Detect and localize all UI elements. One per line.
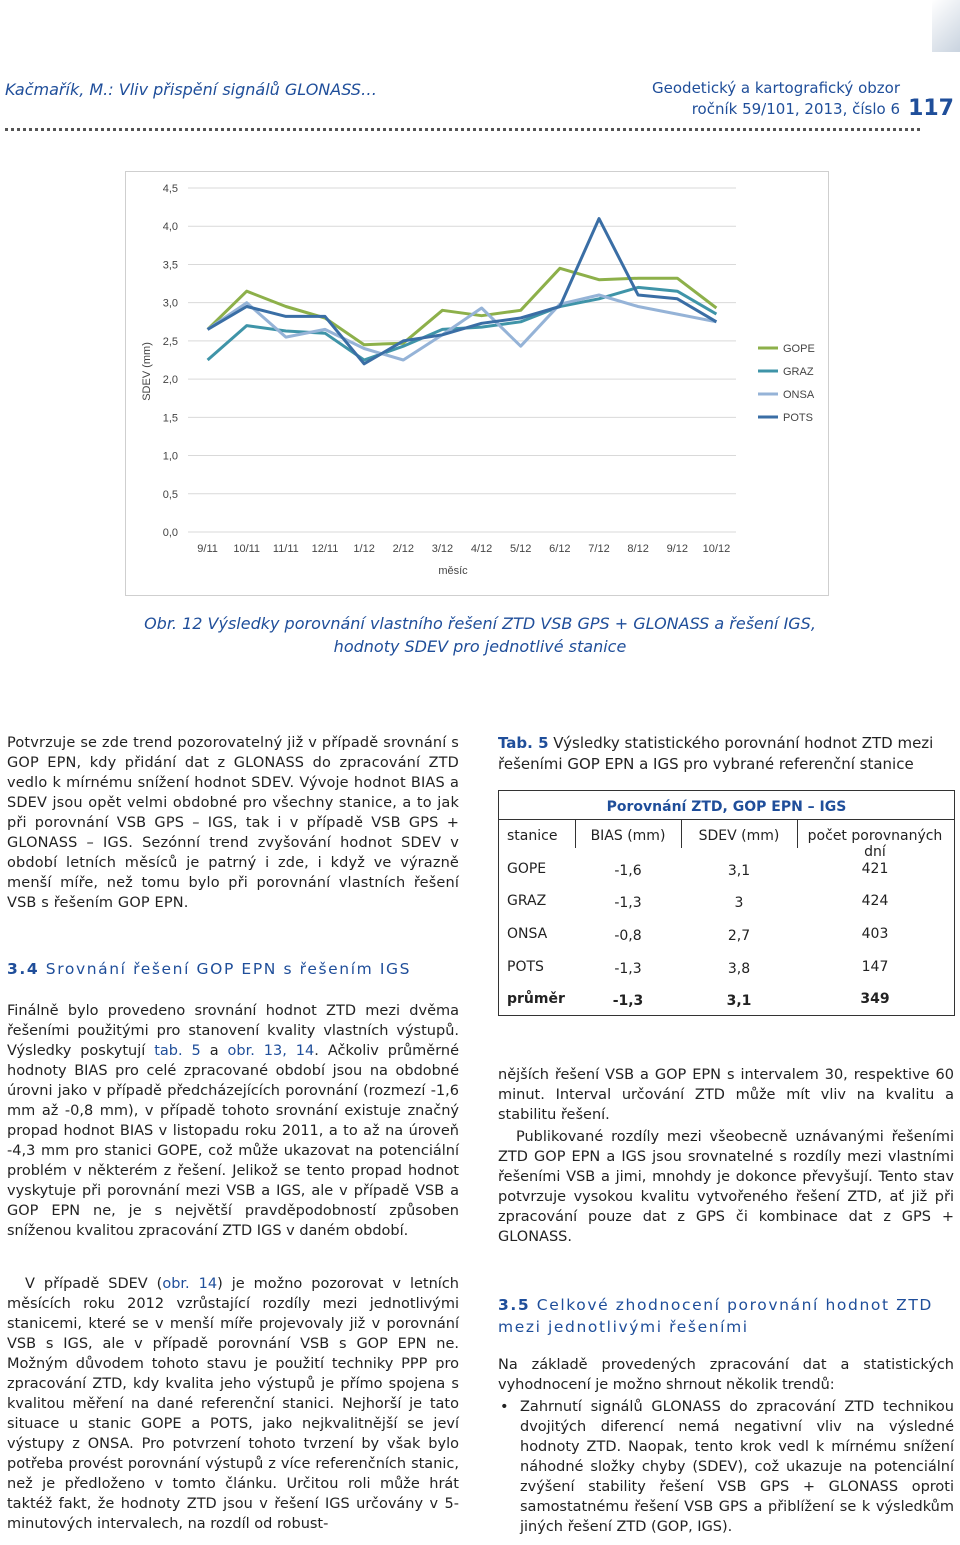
table-cell: -1,3 <box>614 895 642 911</box>
table-header-cell: BIAS (mm) <box>590 828 666 844</box>
series-line-pots <box>208 219 717 364</box>
table-ref-link[interactable]: tab. 5 <box>154 1043 201 1059</box>
table-cell: 3,1 <box>726 993 752 1009</box>
right-paragraph-3 <box>498 1355 954 1395</box>
y-tick-label: 3,0 <box>162 297 178 310</box>
running-header-journal <box>652 78 900 120</box>
series-line-graz <box>208 287 717 360</box>
table-cell: 3,1 <box>727 863 751 879</box>
x-tick-label: 5/12 <box>510 543 532 555</box>
table-caption-rule <box>499 819 954 820</box>
table-label: Tab. 5 <box>498 734 549 752</box>
journal-issue: ročník 59/101, 2013, číslo 6 <box>691 100 900 118</box>
table-cell: 424 <box>861 893 889 909</box>
table-cell: 3,8 <box>727 961 751 977</box>
journal-name: Geodetický a kartografický obzor <box>652 79 900 97</box>
section-number: 3.5 <box>498 1296 531 1314</box>
figure-caption <box>130 612 830 658</box>
legend-label: POTS <box>783 412 813 424</box>
page-number: 117 <box>908 96 954 121</box>
x-tick-label: 10/12 <box>702 543 731 555</box>
table-cell: 403 <box>861 926 889 942</box>
x-tick-label: 11/11 <box>272 543 299 555</box>
x-tick-label: 9/12 <box>666 543 688 555</box>
section-title: Celkové zhodnocení porovnání hodnot ZTD mezi jednotlivými řešeními <box>498 1296 933 1336</box>
right-paragraph-2-text: Publikované rozdíly mezi všeobecně uznávanými řešeními ZTD GOP EPN a IGS jsou srovnatelné s rozdíly mezi vlastními řešeními VSB a jimi, mnohdy je dokonce převyšují. Tento stav potvrzuje vysokou kvalitu vytvořeného řešení ZTD, ať již při zpracování pouze dat z GPS či kombinace dat z GPS + GLONASS. <box>498 1129 954 1245</box>
table-cell: 2,7 <box>727 928 751 944</box>
right-paragraph-3-text: Na základě provedených zpracování dat a statistických vyhodnocení je možno shrnout několik trendů: <box>498 1357 954 1393</box>
table-cell: 147 <box>861 959 889 975</box>
paragraph-3 <box>7 1274 459 1534</box>
header-divider <box>5 128 920 131</box>
x-tick-label: 4/12 <box>470 543 493 555</box>
table-cell: GOPE <box>507 861 547 877</box>
p3-text-b: ) je možno pozorovat v letních měsících roku 2012 vzrůstající rozdíly mezi jednotlivými stanicemi, které se v menší míře projevovaly již v porovnání VSB s IGS, ale v případě porovnání VSB s GOP EPN ne. Možným důvodem tohoto stavu je použití techniky PPP pro zpracování ZTD, kdy kvalita jeho výstupů je přímo spojena s kvalitou měření na dané referenční stanici. Nejhorší je tato situace u stanic GOPE a POTS, jako nejkvalitnější se jeví výstupy z ONSA. Pro potvrzení tohoto tvrzení by však bylo potřeba provést porovnání výstupů z více referenčních stanic, než je předloženo v tomto článku. Určitou roli může hrát taktéž fakt, že hodnoty ZTD jsou v řešení IGS určovány v 5-minutových intervalech, na rozdíl od robust- <box>7 1276 459 1532</box>
chart-svg <box>126 172 828 595</box>
table-cell: 421 <box>861 861 889 877</box>
x-tick-label: 8/12 <box>627 543 649 555</box>
x-tick-label: 12/11 <box>311 543 339 555</box>
table-cell: 3 <box>734 895 744 911</box>
table-cell: 349 <box>860 991 890 1007</box>
section-title: Srovnání řešení GOP EPN s řešením IGS <box>39 960 412 978</box>
legend-label: GRAZ <box>783 366 814 378</box>
comparison-table <box>498 790 955 1016</box>
p3-text-a: V případě SDEV ( <box>25 1276 163 1292</box>
y-tick-label: 1,0 <box>162 450 178 463</box>
x-tick-label: 2/12 <box>392 543 414 555</box>
x-tick-label: 9/11 <box>197 543 218 555</box>
paragraph-1-text: Potvrzuje se zde trend pozorovatelný již v případě srovnání s GOP EPN, kdy přidání dat z GLONASS do zpracování ZTD vedlo k mírnému snížení hodnot SDEV. Vývoje hodnot BIAS a SDEV jsou opět velmi obdobné pro všechny stanice, a to jak při porovnání VSB GPS – IGS, tak i v případě VSB GPS + GLONASS – IGS. Sezónní trend zvyšování hodnot SDEV v období letních měsíců je patrný i zde, i když ve výrazně menší míře, než tomu bylo při porovnání vlastních řešení VSB s řešením GOP EPN. <box>7 735 459 911</box>
table-cell: ONSA <box>507 926 548 942</box>
table-cell: -1,6 <box>614 863 642 879</box>
p2-text-b: a <box>200 1043 228 1059</box>
y-tick-label: 2,0 <box>162 374 178 387</box>
figure-label: Obr. 12 <box>144 614 203 633</box>
right-paragraph-1-text: nějších řešení VSB a GOP EPN s intervalem 30, respektive 60 minut. Interval určování ZTD může mít vliv na kvalitu a stabilitu řešení. <box>498 1067 954 1123</box>
y-tick-label: 2,5 <box>162 335 178 348</box>
bullet-text: Zahrnutí signálů GLONASS do zpracování ZTD technikou dvojitých diferencí nemá negativní vliv na výsledné hodnoty ZTD. Naopak, tento krok vedl k mírnému snížení náhodné složky chyby (SDEV), což ukazuje na potenciální zvýšení stability řešení VSB GPS + GLONASS oproti samostatnému řešení VSB GPS a přiblížení se k výsledkům jiných řešení ZTD (GOP, IGS). <box>520 1399 954 1535</box>
table-title <box>498 733 954 775</box>
table-header-cell: počet porovnaných dní <box>807 828 943 860</box>
sdev-line-chart <box>125 171 829 596</box>
y-tick-label: 4,5 <box>162 183 178 195</box>
bullet-marker: • <box>500 1399 509 1415</box>
right-paragraph-1 <box>498 1065 954 1125</box>
table-header-cell: SDEV (mm) <box>698 828 780 844</box>
y-axis-label: SDEV (mm) <box>141 342 153 401</box>
section-3-4-heading <box>7 960 411 978</box>
table-title-text: Výsledky statistického porovnání hodnot ZTD mezi řešeními GOP EPN a IGS pro vybrané referenční stanice <box>498 734 934 773</box>
x-tick-label: 6/12 <box>549 543 571 555</box>
table-cell: -0,8 <box>614 928 642 944</box>
legend-label: ONSA <box>783 389 815 401</box>
running-header-author: Kačmařík, M.: Vliv přispění signálů GLONASS… <box>5 80 377 99</box>
y-tick-label: 1,5 <box>162 412 178 425</box>
y-tick-label: 0,0 <box>162 527 178 539</box>
y-tick-label: 0,5 <box>162 488 178 501</box>
page-corner-decoration <box>932 0 960 52</box>
section-number: 3.4 <box>7 960 40 978</box>
section-3-5-heading <box>498 1294 960 1338</box>
y-tick-label: 4,0 <box>162 221 178 234</box>
table-cell: průměr <box>507 991 565 1007</box>
figure-ref-link[interactable]: obr. 13, 14 <box>227 1043 315 1059</box>
x-tick-label: 3/12 <box>431 543 454 555</box>
table-cell: GRAZ <box>507 893 547 909</box>
table-cell: -1,3 <box>614 961 642 977</box>
figure-14-ref-link[interactable]: obr. 14 <box>162 1276 218 1292</box>
right-paragraph-2 <box>498 1127 954 1247</box>
table-caption: Porovnání ZTD, GOP EPN – IGS <box>606 799 847 815</box>
y-tick-label: 3,5 <box>162 259 178 272</box>
p2-text-a: Finálně bylo provedeno srovnání hodnot ZTD mezi dvěma řešeními použitými pro stanovení kvality vlastních výstupů. Výsledky poskytují <box>7 1003 459 1059</box>
table-header-cell: stanice <box>507 828 558 844</box>
x-tick-label: 10/11 <box>233 543 261 555</box>
paragraph-2 <box>7 1001 459 1241</box>
figure-caption-text: Výsledky porovnání vlastního řešení ZTD VSB GPS + GLONASS a řešení IGS, hodnoty SDEV pro jednotlivé stanice <box>202 614 816 656</box>
paragraph-1 <box>7 733 459 913</box>
table-cell: -1,3 <box>612 993 644 1009</box>
legend-label: GOPE <box>783 343 815 355</box>
p2-text-c: . Ačkoliv průměrné hodnoty BIAS pro celé zpracované období jsou na obdobné úrovni jako v případě předcházejících porovnání (rozmezí -1,6 mm až -0,8 mm), v případě tohoto srovnání existuje značný propad hodnot BIAS v listopadu roku 2011, a to až na úroveň -4,3 mm pro stanici GOPE, což může ukazovat na potenciální problém v některém z řešení. Jelikož se tento propad hodnot vyskytuje při porovnání mezi VSB a IGS, ale v případě VSB a GOP EPN ne, je s největší pravděpodobností způsoben sníženou kvalitou zpracování ZTD IGS v daném období. <box>7 1043 460 1239</box>
x-axis-label: měsíc <box>438 565 468 577</box>
x-tick-label: 7/12 <box>588 543 610 555</box>
x-tick-label: 1/12 <box>353 543 375 555</box>
table-cell: POTS <box>507 959 544 975</box>
